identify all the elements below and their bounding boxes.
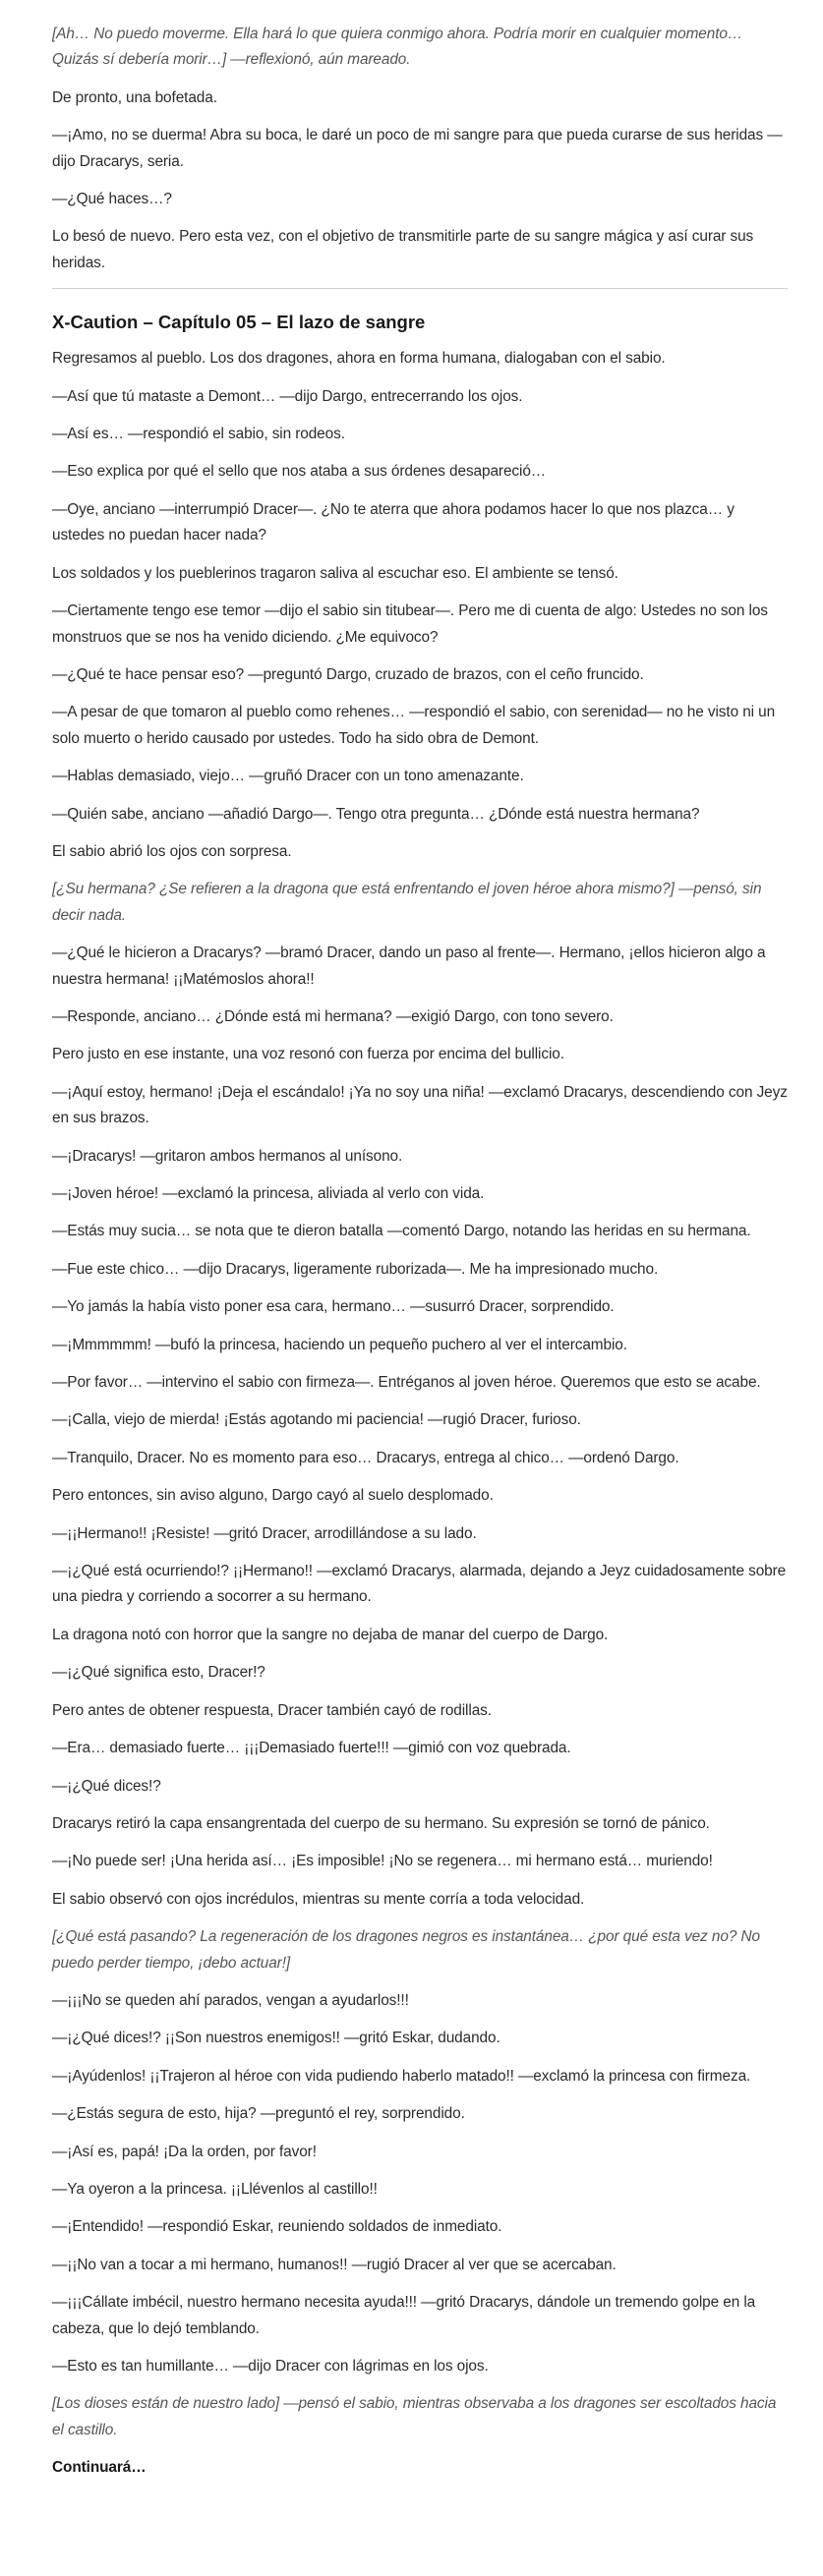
paragraph: —Oye, anciano —interrumpió Dracer—. ¿No te aterra que ahora podamos hacer lo que nos plazca… y ustedes no puedan hacer nada? bbox=[52, 500, 735, 544]
paragraph: —¡Así es, papá! ¡Da la orden, por favor! bbox=[52, 2143, 317, 2160]
paragraph: Pero antes de obtener respuesta, Dracer también cayó de rodillas. bbox=[52, 1701, 492, 1719]
paragraph: —Era… demasiado fuerte… ¡¡¡Demasiado fuerte!!! —gimió con voz quebrada. bbox=[52, 1740, 571, 1757]
paragraph: La dragona notó con horror que la sangre no dejaba de manar del cuerpo de Dargo. bbox=[52, 1626, 609, 1643]
paragraph: —Así es… —respondió el sabio, sin rodeos. bbox=[52, 426, 345, 443]
paragraph: Regresamos al pueblo. Los dos dragones, ahora en forma humana, dialogaban con el sabio. bbox=[52, 350, 666, 368]
paragraph: El sabio abrió los ojos con sorpresa. bbox=[52, 842, 292, 860]
paragraph: —¡¡¡No se queden ahí parados, vengan a ayudarlos!!! bbox=[52, 1991, 409, 2009]
paragraph: —¡Amo, no se duerma! Abra su boca, le daré un poco de mi sangre para que pueda curarse de sus heridas —dijo Dracarys, seria. bbox=[52, 127, 783, 170]
paragraph: —Esto es tan humillante… —dijo Dracer con lágrimas en los ojos. bbox=[52, 2358, 489, 2375]
paragraph: [Los dioses están de nuestro lado] —pensó el sabio, mientras observaba a los dragones ser escoltados hacia el castillo. bbox=[52, 2395, 777, 2438]
paragraph: Pero justo en ese instante, una voz resonó con fuerza por encima del bullicio. bbox=[52, 1046, 564, 1063]
intro-section bbox=[52, 22, 788, 276]
paragraph: —Ciertamente tengo ese temor —dijo el sabio sin titubear—. Pero me di cuenta de algo: Ustedes no son los monstruos que se nos ha venido diciendo. ¿Me equivoco? bbox=[52, 602, 768, 646]
paragraph: —¡No puede ser! ¡Una herida así… ¡Es imposible! ¡No se regenera… mi hermano está… muriendo! bbox=[52, 1853, 713, 1870]
paragraph: —¡¿Qué está ocurriendo!? ¡¡Hermano!! —exclamó Dracarys, alarmada, dejando a Jeyz cuidadosamente sobre una piedra y corriendo a socorrer a su hermano. bbox=[52, 1563, 787, 1606]
paragraph: De pronto, una bofetada. bbox=[52, 88, 217, 106]
paragraph: —Responde, anciano… ¿Dónde está mi hermana? —exigió Dargo, con tono severo. bbox=[52, 1007, 614, 1025]
paragraph: Continuará… bbox=[52, 2459, 147, 2477]
paragraph: [Ah… No puedo moverme. Ella hará lo que quiera conmigo ahora. Podría morir en cualquier momento… Quizás sí debería morir…] —reflexionó, aún mareado. bbox=[52, 26, 743, 69]
paragraph: —¿Qué te hace pensar eso? —preguntó Dargo, cruzado de brazos, con el ceño fruncido. bbox=[52, 665, 644, 683]
paragraph: —Así que tú mataste a Demont… —dijo Dargo, entrecerrando los ojos. bbox=[52, 387, 523, 405]
paragraph: Lo besó de nuevo. Pero esta vez, con el objetivo de transmitirle parte de su sangre mágica y así curar sus heridas. bbox=[52, 228, 754, 271]
chapter-body bbox=[52, 346, 788, 2481]
paragraph: —Estás muy sucia… se nota que te dieron batalla —comentó Dargo, notando las heridas en su hermana. bbox=[52, 1223, 751, 1240]
paragraph: —Quién sabe, anciano —añadió Dargo—. Tengo otra pregunta… ¿Dónde está nuestra hermana? bbox=[52, 805, 700, 823]
paragraph: —¿Qué haces…? bbox=[52, 191, 172, 208]
paragraph: —A pesar de que tomaron al pueblo como rehenes… —respondió el sabio, con serenidad— no he visto ni un solo muerto o herido causado por ustedes. Todo ha sido obra de Demont. bbox=[52, 704, 776, 747]
paragraph: —Tranquilo, Dracer. No es momento para eso… Dracarys, entrega al chico… —ordenó Dargo. bbox=[52, 1449, 679, 1466]
paragraph: —¡Ayúdenlos! ¡¡Trajeron al héroe con vida pudiendo haberlo matado!! —exclamó la princesa con firmeza. bbox=[52, 2067, 751, 2085]
paragraph: Dracarys retiró la capa ensangrentada del cuerpo de su hermano. Su expresión se tornó de pánico. bbox=[52, 1814, 710, 1832]
paragraph: —¡Aquí estoy, hermano! ¡Deja el escándalo! ¡Ya no soy una niña! —exclamó Dracarys, descendiendo con Jeyz en sus brazos. bbox=[52, 1083, 788, 1127]
paragraph: —¡¿Qué dices!? ¡¡Son nuestros enemigos!! —gritó Eskar, dudando. bbox=[52, 2030, 500, 2047]
paragraph: —¿Qué le hicieron a Dracarys? —bramó Dracer, dando un paso al frente—. Hermano, ¡ellos hicieron algo a nuestra hermana! ¡¡Matémoslos ahora!! bbox=[52, 945, 766, 988]
paragraph: [¿Su hermana? ¿Se refieren a la dragona que está enfrentando el joven héroe ahora mismo?] —pensó, sin decir nada. bbox=[52, 881, 762, 924]
paragraph: —¡¡Hermano!! ¡Resiste! —gritó Dracer, arrodillándose a su lado. bbox=[52, 1524, 477, 1542]
paragraph: [¿Qué está pasando? La regeneración de los dragones negros es instantánea… ¿por qué esta vez no? No puedo perder tiempo, ¡debo actuar!] bbox=[52, 1928, 760, 1972]
paragraph: —Por favor… —intervino el sabio con firmeza—. Entréganos al joven héroe. Queremos que esto se acabe. bbox=[52, 1374, 761, 1392]
paragraph: —¡Mmmmmm! —bufó la princesa, haciendo un pequeño puchero al ver el intercambio. bbox=[52, 1336, 627, 1353]
paragraph: —¡¿Qué dices!? bbox=[52, 1777, 161, 1795]
paragraph: —¡¿Qué significa esto, Dracer!? bbox=[52, 1664, 265, 1682]
paragraph: —Ya oyeron a la princesa. ¡¡Llévenlos al castillo!! bbox=[52, 2180, 378, 2198]
paragraph: —¡Dracarys! —gritaron ambos hermanos al unísono. bbox=[52, 1147, 403, 1165]
paragraph: —Yo jamás la había visto poner esa cara, hermano… —susurró Dracer, sorprendido. bbox=[52, 1298, 615, 1316]
paragraph: —¿Estás segura de esto, hija? —preguntó el rey, sorprendido. bbox=[52, 2105, 465, 2123]
paragraph: Pero entonces, sin aviso alguno, Dargo cayó al suelo desplomado. bbox=[52, 1487, 494, 1505]
paragraph: —¡Joven héroe! —exclamó la princesa, aliviada al verlo con vida. bbox=[52, 1185, 485, 1202]
chapter-title: X-Caution – Capítulo 05 – El lazo de sangre bbox=[52, 312, 426, 333]
paragraph: —Eso explica por qué el sello que nos ataba a sus órdenes desapareció… bbox=[52, 463, 547, 481]
paragraph: —¡¡¡Cállate imbécil, nuestro hermano necesita ayuda!!! —gritó Dracarys, dándole un tremendo golpe en la cabeza, que lo dejó temblando. bbox=[52, 2294, 756, 2337]
paragraph: El sabio observó con ojos incrédulos, mientras su mente corría a toda velocidad. bbox=[52, 1890, 585, 1908]
paragraph: Los soldados y los pueblerinos tragaron saliva al escuchar eso. El ambiente se tensó. bbox=[52, 564, 618, 582]
paragraph: —Hablas demasiado, viejo… —gruñó Dracer con un tono amenazante. bbox=[52, 768, 524, 785]
paragraph: —¡¡No van a tocar a mi hermano, humanos!! —rugió Dracer al ver que se acercaban. bbox=[52, 2256, 617, 2273]
section-divider bbox=[52, 288, 788, 289]
paragraph: —Fue este chico… —dijo Dracarys, ligeramente ruborizada—. Me ha impresionado mucho. bbox=[52, 1260, 659, 1278]
paragraph: —¡Calla, viejo de mierda! ¡Estás agotando mi paciencia! —rugió Dracer, furioso. bbox=[52, 1411, 581, 1429]
paragraph: —¡Entendido! —respondió Eskar, reuniendo soldados de inmediato. bbox=[52, 2218, 502, 2236]
